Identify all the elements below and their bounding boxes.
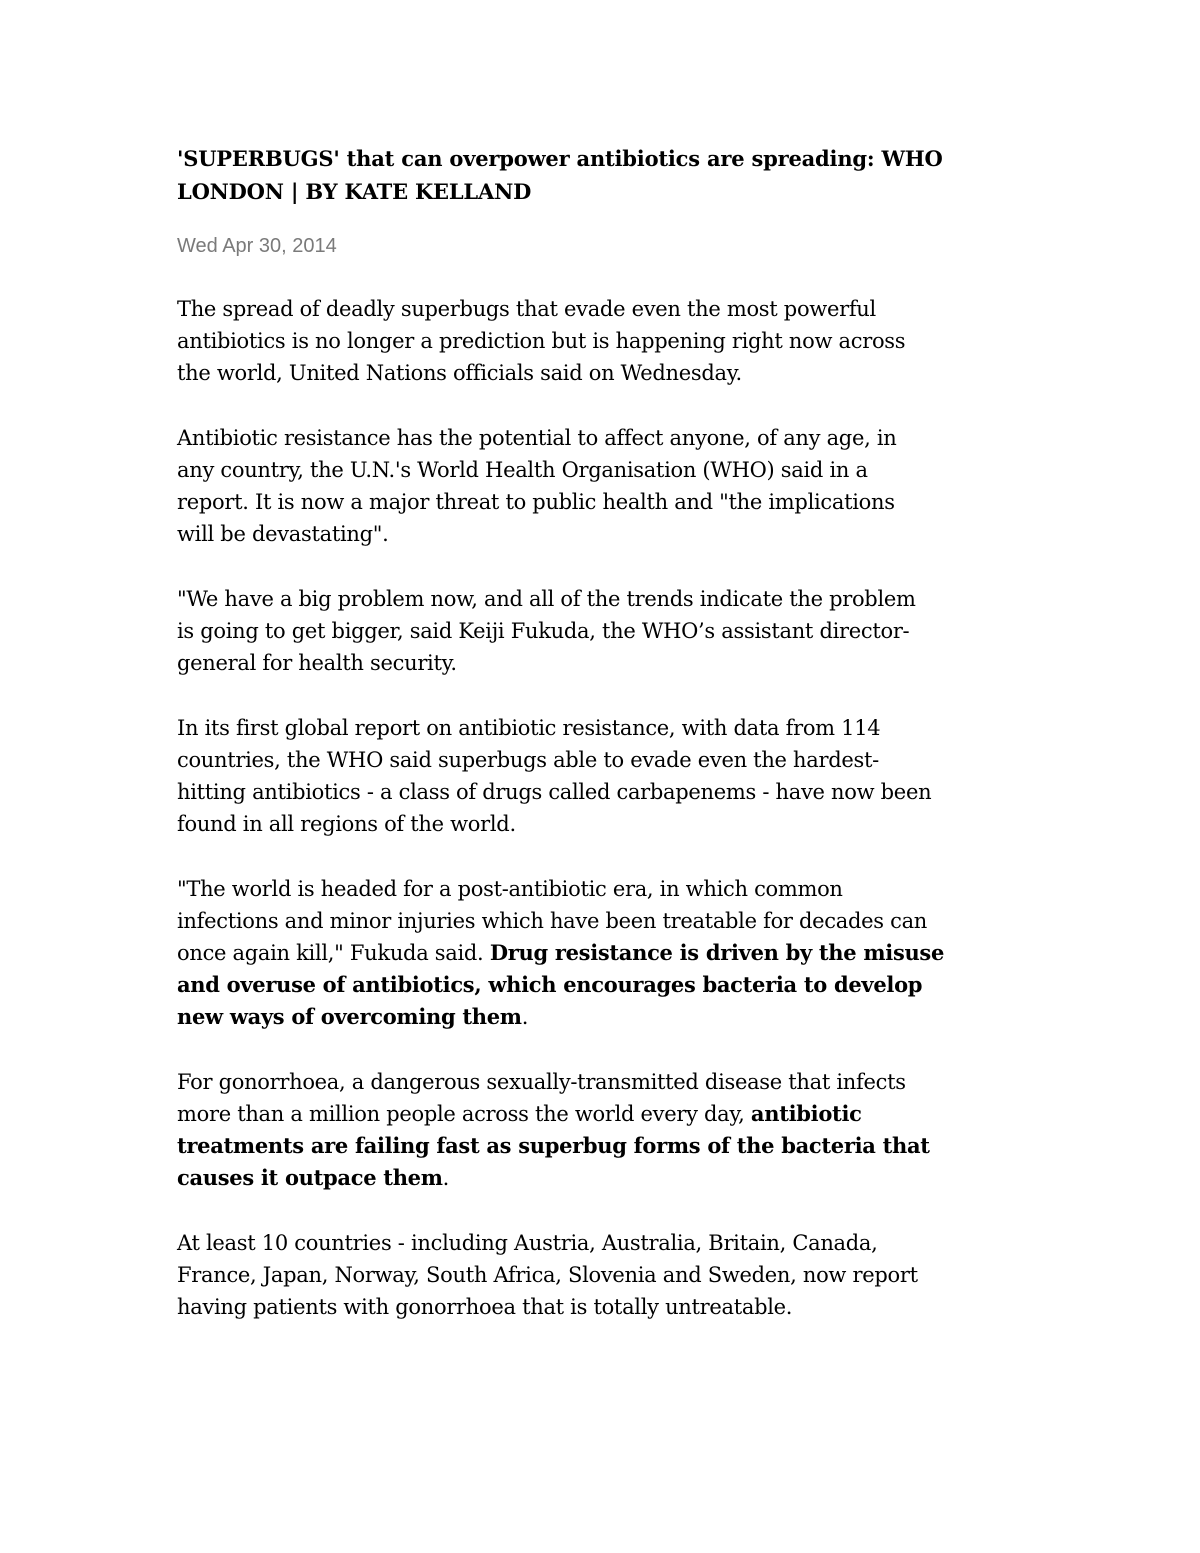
paragraph-4 bbox=[177, 712, 1037, 840]
paragraph-2 bbox=[177, 422, 1037, 550]
text-line: For gonorrhoea, a dangerous sexually-transmitted disease that infects bbox=[177, 1070, 906, 1094]
text-line: "The world is headed for a post-antibiotic era, in which common bbox=[177, 877, 843, 901]
text-line bbox=[177, 969, 1037, 1001]
text-line: any country, the U.N.'s World Health Organisation (WHO) said in a bbox=[177, 458, 868, 482]
article bbox=[177, 142, 1037, 1323]
text-line: the world, United Nations officials said on Wednesday. bbox=[177, 361, 742, 385]
bold-text: antibiotic bbox=[750, 1101, 862, 1126]
paragraph-3 bbox=[177, 583, 1037, 679]
bold-text: causes it outpace them bbox=[177, 1165, 443, 1190]
text-line: Antibiotic resistance has the potential to affect anyone, of any age, in bbox=[177, 426, 897, 450]
text-line: infections and minor injuries which have been treatable for decades can bbox=[177, 909, 928, 933]
text-line: In its first global report on antibiotic resistance, with data from 114 bbox=[177, 716, 881, 740]
text-line bbox=[177, 1162, 1037, 1194]
text-line: antibiotics is no longer a prediction but is happening right now across bbox=[177, 329, 906, 353]
text-line: general for health security. bbox=[177, 651, 457, 675]
text-line: will be devastating". bbox=[177, 522, 389, 546]
text-line: found in all regions of the world. bbox=[177, 812, 516, 836]
plain-text: . bbox=[442, 1166, 450, 1190]
paragraph-5 bbox=[177, 873, 1037, 1033]
headline-byline: LONDON | BY KATE KELLAND bbox=[177, 179, 532, 204]
article-headline bbox=[177, 142, 1037, 208]
headline-title: 'SUPERBUGS' that can overpower antibiotics are spreading: WHO bbox=[177, 146, 943, 171]
paragraph-6 bbox=[177, 1066, 1037, 1194]
plain-text: once again kill," Fukuda said. bbox=[177, 941, 490, 965]
paragraph-1 bbox=[177, 293, 1037, 389]
text-line bbox=[177, 937, 1037, 969]
text-line: having patients with gonorrhoea that is totally untreatable. bbox=[177, 1295, 793, 1319]
text-line: report. It is now a major threat to public health and "the implications bbox=[177, 490, 895, 514]
bold-text: new ways of overcoming them bbox=[177, 1004, 522, 1029]
text-line: France, Japan, Norway, South Africa, Slovenia and Sweden, now report bbox=[177, 1263, 918, 1287]
text-line: At least 10 countries - including Austria, Australia, Britain, Canada, bbox=[177, 1231, 878, 1255]
bold-text: treatments are failing fast as superbug forms of the bacteria that bbox=[177, 1133, 930, 1158]
article-date: Wed Apr 30, 2014 bbox=[177, 235, 337, 257]
text-line: is going to get bigger, said Keiji Fukuda, the WHO’s assistant director- bbox=[177, 619, 910, 643]
text-line: hitting antibiotics - a class of drugs called carbapenems - have now been bbox=[177, 780, 932, 804]
text-line bbox=[177, 1130, 1037, 1162]
plain-text: . bbox=[521, 1005, 529, 1029]
text-line bbox=[177, 1001, 1037, 1033]
text-line: "We have a big problem now, and all of the trends indicate the problem bbox=[177, 587, 916, 611]
bold-text: and overuse of antibiotics, which encourages bacteria to develop bbox=[177, 972, 923, 997]
plain-text: more than a million people across the world every day, bbox=[177, 1102, 751, 1126]
bold-text: Drug resistance is driven by the misuse bbox=[489, 940, 945, 965]
paragraph-7 bbox=[177, 1227, 1037, 1323]
text-line: The spread of deadly superbugs that evade even the most powerful bbox=[177, 297, 876, 321]
text-line bbox=[177, 1098, 1037, 1130]
text-line: countries, the WHO said superbugs able to evade even the hardest- bbox=[177, 748, 879, 772]
